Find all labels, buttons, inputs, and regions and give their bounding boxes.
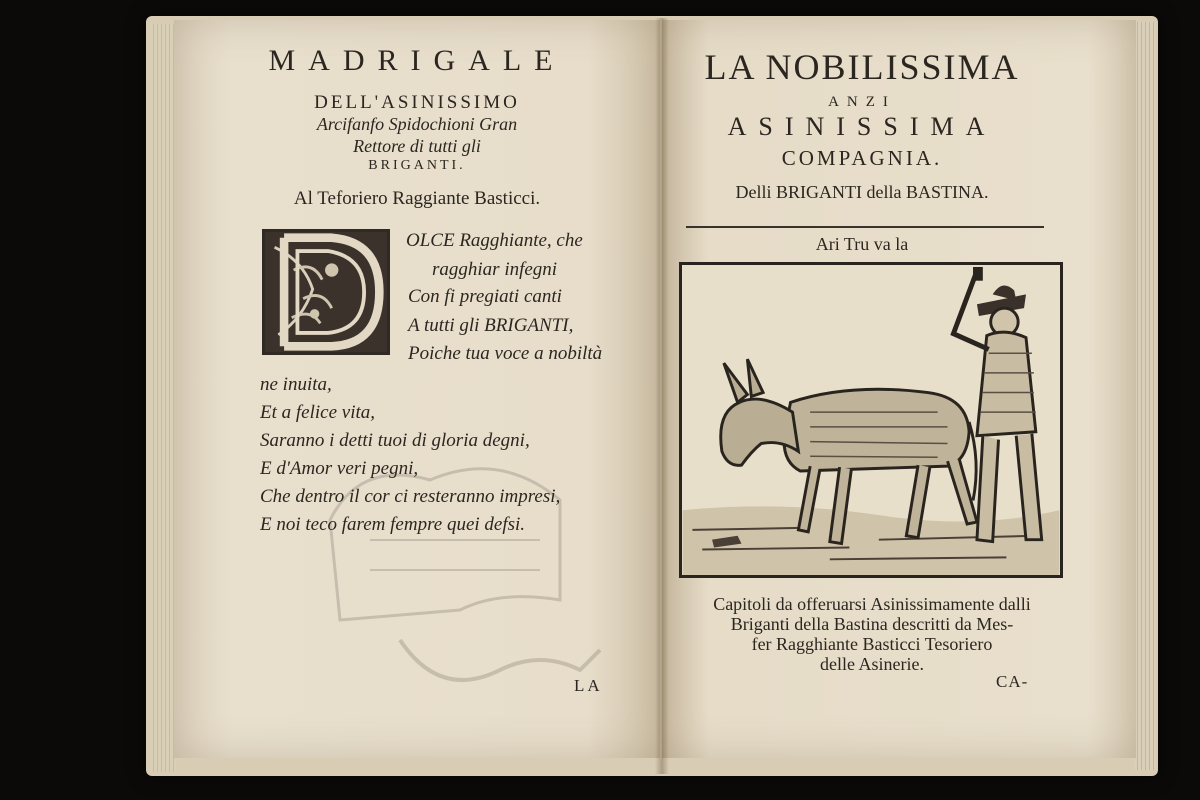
heading-line-briganti: BRIGANTI. (368, 158, 466, 173)
delli-briganti-line: Delli BRIGANTI della BASTINA. (735, 182, 989, 202)
poem-line-4: A tutti gli BRIGANTI, (408, 315, 574, 336)
nobilissima-title: LA NOBILISSIMA (704, 47, 1020, 87)
caption-line-2: Briganti della Bastina descritti da Mes- (730, 614, 1014, 634)
anzi-line: ANZI (828, 94, 896, 110)
compagnia-line: COMPAGNIA. (781, 146, 943, 170)
asinissimo-subtitle: DELL'ASINISSIMO (314, 92, 520, 113)
ari-tru-line: Ari Tru va la (815, 234, 909, 254)
caption-line-4: delle Asinerie. (820, 654, 924, 674)
poem-line-1: OLCE Ragghiante, che (406, 230, 583, 251)
decorated-initial-d-icon (262, 229, 390, 355)
dedication-line: Al Teforiero Raggiante Basticci. (293, 188, 541, 209)
poem-line-6: ne inuita, (260, 374, 332, 395)
caption-line-3: fer Ragghiante Basticci Tesoriero (751, 634, 993, 654)
asinissima-line: ASINISSIMA (727, 112, 997, 141)
madrigale-title: MADRIGALE (268, 44, 566, 77)
poem-line-9: E d'Amor veri pegni, (260, 458, 419, 479)
poem-line-10: Che dentro il cor ci resteranno impresi, (260, 486, 561, 507)
heading-line-rettore: Rettore di tutti gli (353, 136, 481, 156)
donkey-woodcut-icon (679, 262, 1063, 578)
poem-line-5: Poiche tua voce a nobiltà (408, 343, 603, 364)
poem-line-8: Saranno i detti tuoi di gloria degni, (260, 430, 530, 451)
poem-line-7: Et a felice vita, (260, 402, 376, 423)
page-edges-right (1134, 22, 1156, 770)
left-catchword: LA (574, 676, 603, 695)
caption-line-1: Capitoli da offeruarsi Asinissimamente dalli (713, 594, 1031, 614)
poem-line-2: ragghiar infegni (432, 259, 558, 280)
heading-line-arcifanfo: Arcifanfo Spidochioni Gran (316, 114, 518, 134)
horizontal-rule (686, 226, 1044, 228)
page-edges-left (150, 24, 176, 772)
poem-line-3: Con fi pregiati canti (408, 286, 562, 307)
poem-line-11: E noi teco farem fempre quei defsi. (260, 514, 526, 535)
right-catchword: CA- (996, 672, 1029, 691)
